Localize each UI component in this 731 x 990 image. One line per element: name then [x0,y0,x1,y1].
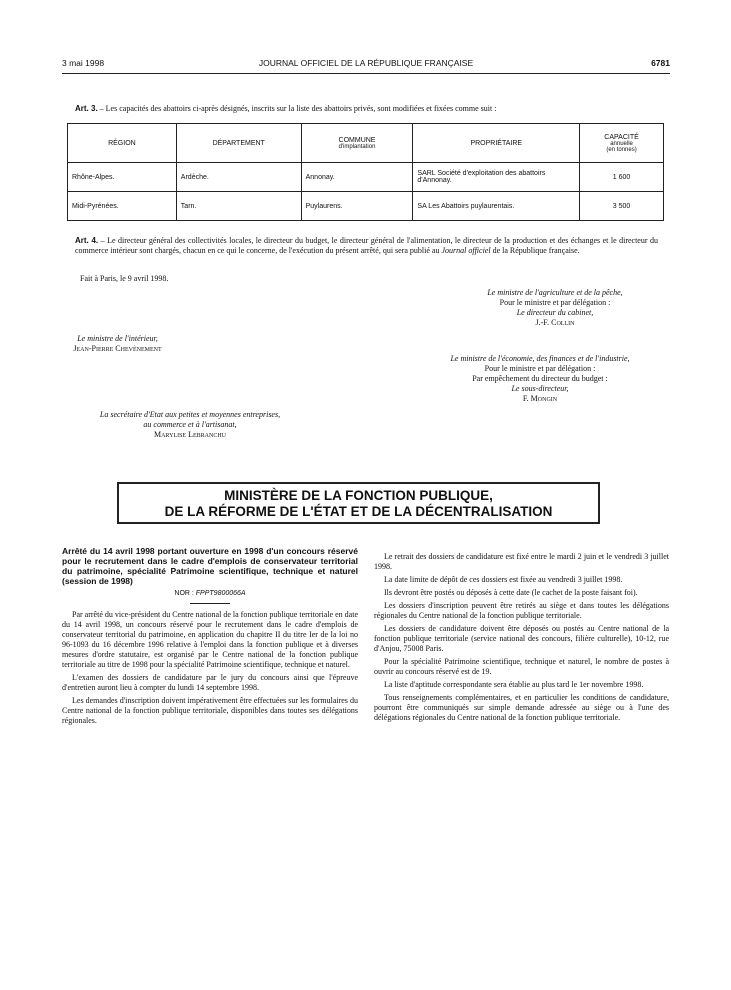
arrete-paragraph: Le retrait des dossiers de candidature est fixé entre le mardi 2 juin et le vendredi 3 juillet 1998. [374,552,669,571]
cell-commune: Annonay. [301,163,413,192]
cell-departement: Ardèche. [176,163,301,192]
title-separator [190,603,230,604]
article-4-text-end: de la République française. [490,246,580,255]
cell-capacite: 3 500 [580,192,664,221]
signature-agriculture [420,288,690,328]
table-header-row [68,124,664,163]
signature-pme [55,410,325,440]
journal-officiel-ref: Journal officiel [441,246,491,255]
article-4-label: Art. 4. [75,236,99,245]
sig-pme-name: Marylise Lebranchu [153,430,226,439]
cell-proprietaire: SA Les Abattoirs puylaurentais. [413,192,580,221]
page-number: 6781 [651,58,670,68]
col-header-region: RÉGION [68,124,177,163]
arrete-paragraph: La date limite de dépôt de ces dossiers est fixée au vendredi 3 juillet 1998. [384,575,623,584]
sig-agri-role: Le directeur du cabinet, [516,308,594,317]
sig-agri-name: J.-F. Collin [535,318,575,327]
signature-date: Fait à Paris, le 9 avril 1998. [80,274,169,283]
page-header [62,58,670,72]
col-header-commune [301,124,413,163]
ministry-heading-line1: MINISTÈRE DE LA FONCTION PUBLIQUE, [224,488,493,503]
arrete-paragraph: Pour la spécialité Patrimoine scientifique, technique et naturel, le nombre de postes à ouvrir au concours réservé est de 19. [374,657,669,676]
sig-eco-title: Le ministre de l'économie, des finances et de l'industrie, [450,354,630,363]
article-3-label: Art. 3. [75,104,98,113]
cell-region: Midi-Pyrénées. [68,192,177,221]
cell-proprietaire: SARL Société d'exploitation des abattoirs d'Annonay. [413,163,580,192]
cell-region: Rhône-Alpes. [68,163,177,192]
arrete-paragraph: Les dossiers de candidature doivent être déposés ou postés au Centre national de la fonction publique territoriale (service national des concours, filière culturelle), 10-12, rue d'Anjou, 75008 Paris. [374,624,669,653]
col-header-departement: DÉPARTEMENT [176,124,301,163]
sig-interieur-name: Jean-Pierre Chevènement [73,344,162,353]
table-row [68,192,664,221]
table-row [68,163,664,192]
arrete-right-column [374,552,669,726]
abattoir-capacity-table [67,123,664,221]
col-header-commune-sub: d'implantation [338,143,376,150]
ministry-heading-line2: DE LA RÉFORME DE L'ÉTAT ET DE LA DÉCENTRALISATION [164,504,553,519]
arrete-paragraph: Ils devront être postés ou déposés à cette date (le cachet de la poste faisant foi). [384,588,638,597]
sig-eco-name: F. Mongin [522,394,558,403]
col-header-capacite-sub2: (en tonnes) [606,146,637,153]
nor-label: NOR : [174,590,196,597]
journal-title: JOURNAL OFFICIEL DE LA RÉPUBLIQUE FRANÇAISE [258,58,474,68]
sig-pme-title-2: au commerce et à l'artisanat, [143,420,237,429]
arrete-paragraph: Les demandes d'inscription doivent impérativement être effectuées sur les formulaires du Centre national de la fonction publique territoriale, disponibles dans toutes ses délégations régionales. [62,696,358,725]
arrete-paragraph: L'examen des dossiers de candidature par le jury du concours ainsi que l'épreuve d'entretien auront lieu à compter du lundi 14 septembre 1998. [62,673,358,692]
col-header-capacite [580,124,664,163]
arrete-paragraph: La liste d'aptitude correspondante sera établie au plus tard le 1er novembre 1998. [384,680,644,689]
cell-commune: Puylaurens. [301,192,413,221]
header-rule [62,73,670,74]
nor-code: FPPT9800066A [195,590,246,597]
nor-reference [62,589,358,599]
signature-economie [390,354,690,404]
arrete-paragraph: Par arrêté du vice-président du Centre national de la fonction publique territoriale en date du 14 avril 1998, un concours réservé pour le recrutement dans le cadre d'emplois de conservateur territorial du patrimoine, en application du chapitre II du titre Ier de la loi no 96-1093 du 16 décembre 1996 relative à l'emploi dans la fonction publique et à diverses mesures d'ordre statutaire, est organisé par le Centre national de la fonction publique territoriale au titre de 1998 pour la spécialité Patrimoine scientifique, technique et naturel. [62,610,358,669]
sig-eco-delegation: Pour le ministre et par délégation : [484,364,596,373]
col-header-commune-label: COMMUNE [338,136,376,144]
sig-pme-title: La secrétaire d'Etat aux petites et moyennes entreprises, [99,410,281,419]
cell-departement: Tarn. [176,192,301,221]
arrete-title: Arrêté du 14 avril 1998 portant ouverture en 1998 d'un concours réservé pour le recrutement dans le cadre d'emplois de conservateur territorial du patrimoine, spécialité Patrimoine scientifique, technique et naturel (session de 1998) [62,546,358,586]
ministry-heading [117,482,600,524]
sig-agri-title: Le ministre de l'agriculture et de la pêche, [487,288,623,297]
sig-interieur-title: Le ministre de l'intérieur, [77,334,158,343]
article-3 [75,104,658,114]
arrete-paragraph: Les dossiers d'inscription peuvent être retirés au siège et dans toutes les délégations régionales du Centre national de la fonction publique territoriale. [374,601,669,620]
article-3-text: – Les capacités des abattoirs ci-après désignés, inscrits sur la liste des abattoirs privés, sont modifiées et fixées comme suit : [97,104,497,113]
col-header-capacite-label: CAPACITÉ [604,133,639,141]
article-4-text: – Le directeur général des collectivités locales, le directeur du budget, le directeur général de l'alimentation, le directeur de la production et des échanges et le directeur du commerce intérieur sont chargés, chacun en ce qui le concerne, de l'exécution du présent arrêté, qui sera publié au [75,236,658,255]
sig-agri-delegation: Pour le ministre et par délégation : [499,298,611,307]
col-header-capacite-sub1: annuelle [610,140,633,147]
sig-eco-role: Le sous-directeur, [511,384,569,393]
sig-eco-empechement: Par empêchement du directeur du budget : [472,374,608,383]
cell-capacite: 1 600 [580,163,664,192]
issue-date: 3 mai 1998 [62,58,105,68]
article-4 [75,236,658,256]
signature-interieur [50,334,185,354]
col-header-proprietaire: PROPRIÉTAIRE [413,124,580,163]
arrete-left-column [62,546,358,729]
arrete-paragraph: Tous renseignements complémentaires, et en particulier les conditions de candidature, pourront être communiqués sur simple demande adressée au siège ou à l'une des délégations régionales du Centre national de la fonction publique territoriale. [374,693,669,722]
